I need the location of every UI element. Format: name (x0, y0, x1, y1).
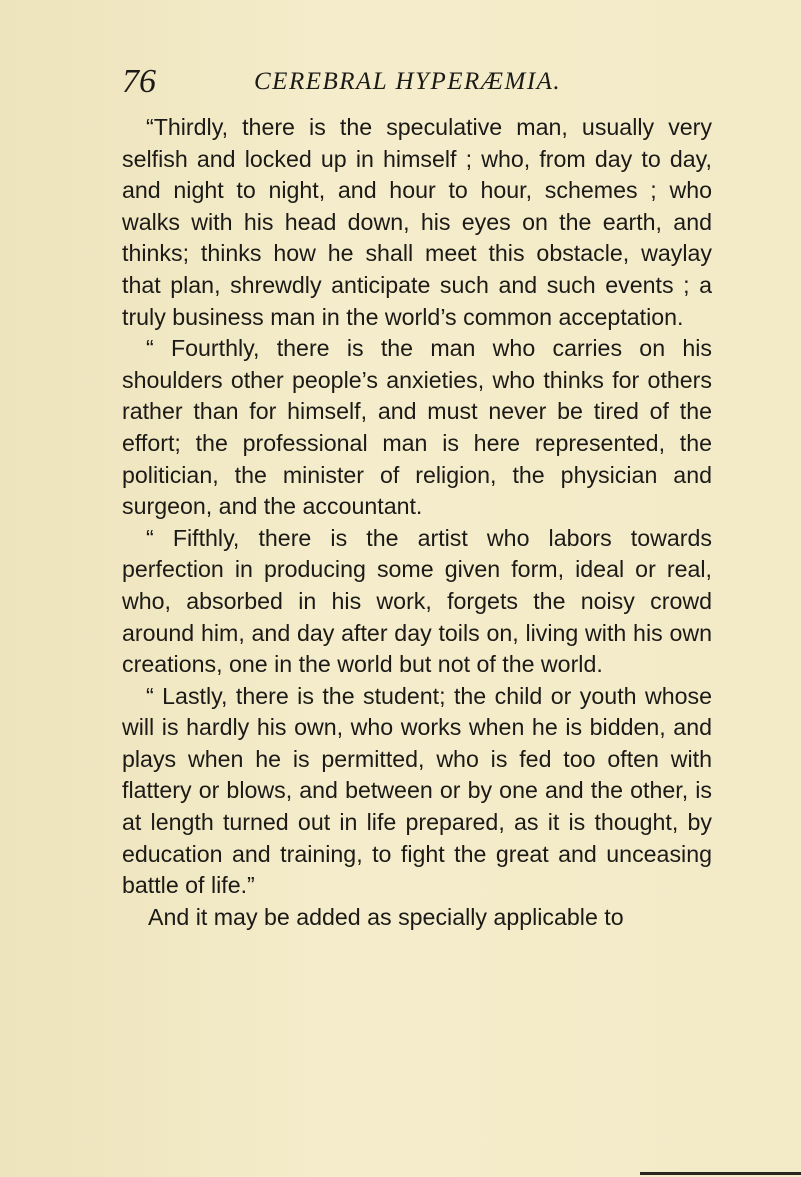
running-head: CEREBRAL HYPERÆMIA. (254, 68, 562, 95)
paragraph-fourthly: “ Fourthly, there is the man who carries on his shoulders other people’s anxieties, who thinks for others rather than for himself, and must never be tired of the effort; the professional man is here represented, the politician, the minister of religion, the physician and surgeon, and the accountant. (122, 335, 712, 520)
page-header (122, 60, 682, 104)
paragraph-fifthly: “ Fifthly, there is the artist who labors towards perfection in producing some given form, ideal or real, who, absorbed in his work, forgets the noisy crowd around him, and day after day toils on, living with his own creations, one in the world but not of the world. (122, 524, 712, 678)
body-text (122, 112, 712, 933)
page-number: 76 (122, 63, 156, 100)
page-edge-rule (640, 1172, 801, 1175)
paragraph-thirdly: “Thirdly, there is the speculative man, usually very selfish and locked up in himself ; who, from day to day, and night to night, and hour to hour, schemes ; who walks with his head down, his eyes on the earth, and thinks; thinks how he shall meet this obstacle, waylay that plan, shrewdly anticipate such and such events ; a truly business man in the world’s common acceptation. (122, 114, 712, 330)
paragraph-closing: And it may be added as specially applicable to (148, 903, 624, 930)
paragraph-lastly: “ Lastly, there is the student; the child or youth whose will is hardly his own, who works when he is bidden, and plays when he is permitted, who is fed too often with flattery or blows, and between or by one and the other, is at length turned out in life prepared, as it is thought, by education and training, to fight the great and unceasing battle of life.” (122, 682, 712, 899)
